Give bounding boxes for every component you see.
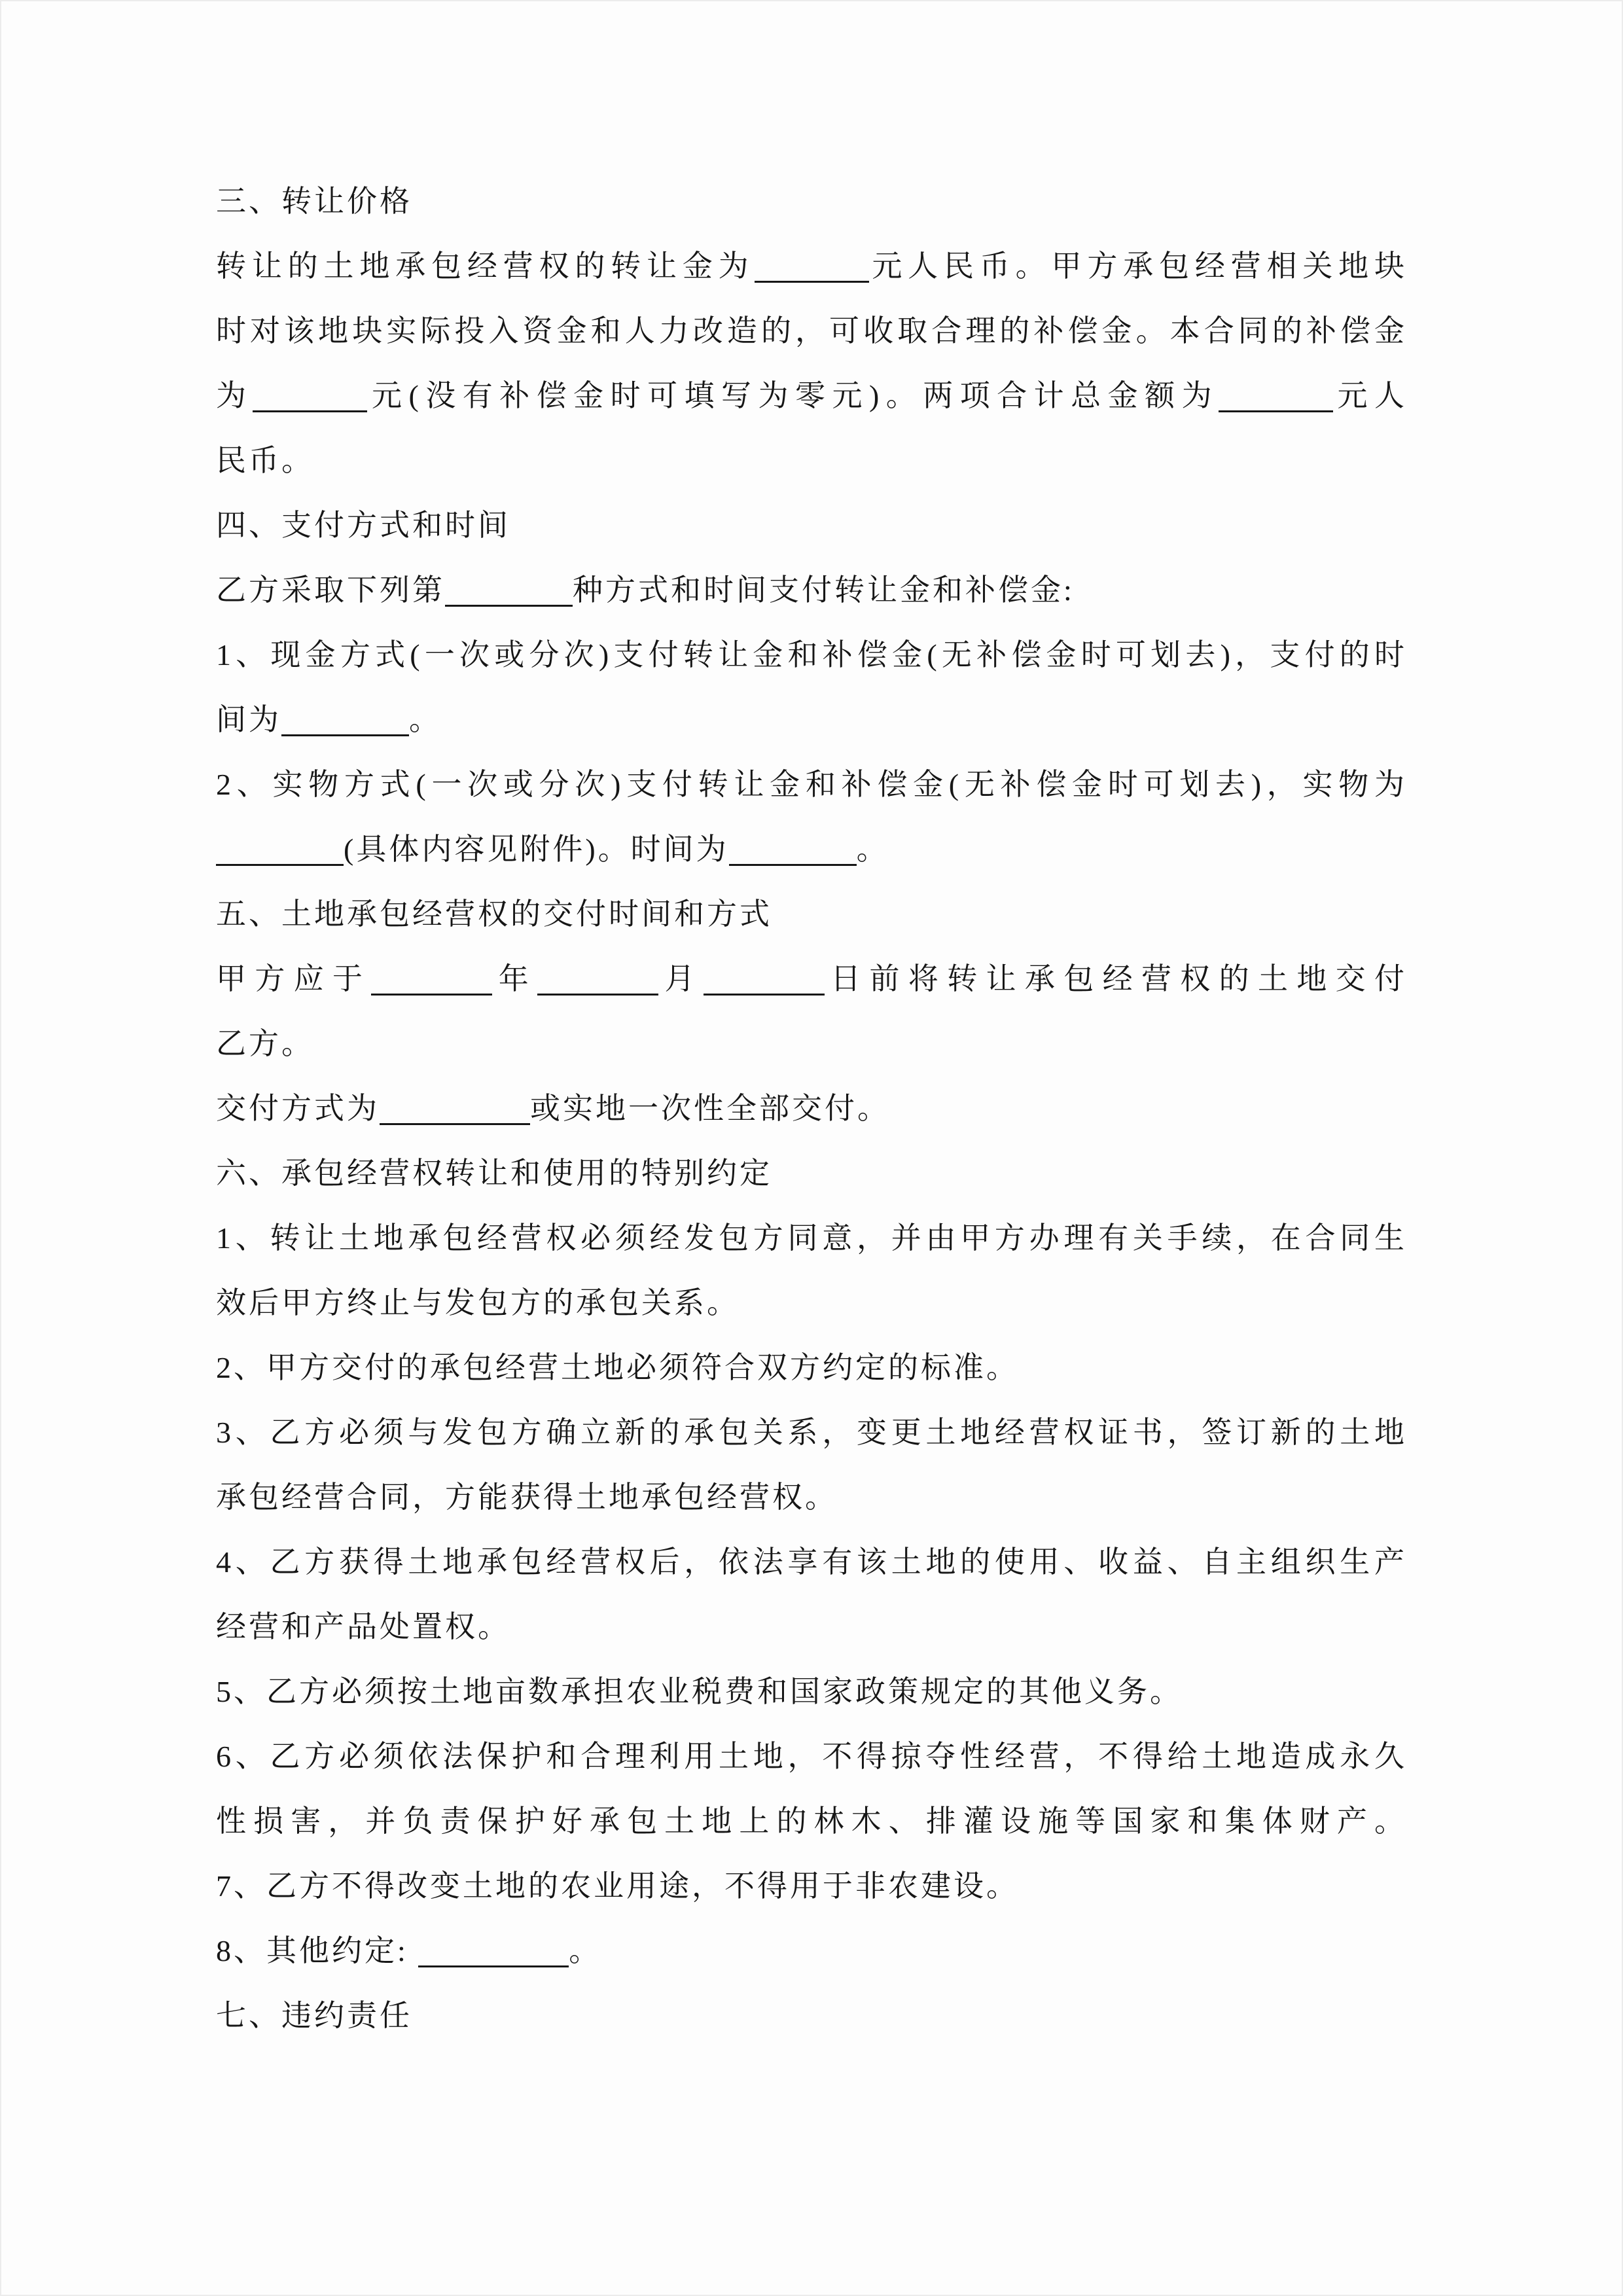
text-run: 元(没有补偿金时可填写为零元)。两项合计总金额为: [367, 379, 1219, 412]
text-run: 5、乙方必须按土地亩数承担农业税费和国家政策规定的其他义务。: [216, 1675, 1183, 1708]
contract-line: [216, 1465, 1407, 1530]
text-run: 性损害，并负责保护好承包土地上的林木、排灌设施等国家和集体财产。: [216, 1804, 1407, 1838]
text-run: 2、实物方式(一次或分次)支付转让金和补偿金(无补偿金时可划去)，实物为: [216, 768, 1407, 801]
blank-fill-in-field: [1219, 404, 1333, 412]
contract-line: [216, 1724, 1407, 1789]
section-heading: [216, 493, 1407, 558]
text-run: 时对该地块实际投入资金和人力改造的，可收取合理的补偿金。本合同的补偿金: [216, 314, 1407, 348]
text-run: 为: [216, 379, 253, 412]
text-run: 8、其他约定:: [216, 1934, 419, 1967]
text-run: 三、转让价格: [216, 185, 412, 218]
contract-line: [216, 428, 1407, 493]
text-run: 1、现金方式(一次或分次)支付转让金和补偿金(无补偿金时可划去)，支付的时: [216, 638, 1407, 672]
blank-fill-in-field: [371, 987, 492, 996]
contract-line: [216, 363, 1407, 428]
blank-fill-in-field: [704, 987, 825, 996]
contract-line: [216, 1594, 1407, 1659]
text-run: 甲方应于: [216, 962, 372, 996]
blank-fill-in-field: [253, 404, 367, 412]
contract-line: [216, 1918, 1407, 1983]
section-heading: [216, 882, 1407, 946]
contract-line: [216, 1011, 1407, 1076]
contract-line: [216, 1400, 1407, 1465]
text-run: 7、乙方不得改变土地的农业用途，不得用于非农建设。: [216, 1869, 1019, 1903]
text-run: 经营和产品处置权。: [216, 1610, 510, 1643]
text-run: 交付方式为: [216, 1092, 380, 1125]
text-run: 3、乙方必须与发包方确立新的承包关系，变更土地经营权证书，签订新的土地: [216, 1416, 1407, 1449]
blank-fill-in-field: [729, 857, 857, 866]
blank-fill-in-field: [281, 728, 409, 736]
blank-fill-in-field: [445, 598, 573, 607]
text-run: 转让的土地承包经营权的转让金为: [216, 249, 755, 283]
contract-line: [216, 1206, 1407, 1270]
text-run: 承包经营合同，方能获得土地承包经营权。: [216, 1480, 838, 1514]
blank-fill-in-field: [537, 987, 658, 996]
text-run: 2、甲方交付的承包经营土地必须符合双方约定的标准。: [216, 1351, 1019, 1384]
text-run: 乙方。: [216, 1027, 314, 1060]
contract-line: [216, 946, 1407, 1011]
contract-line: [216, 752, 1407, 817]
contract-line: [216, 1530, 1407, 1594]
text-run: 。: [569, 1934, 602, 1967]
blank-fill-in-field: [418, 1959, 569, 1967]
text-run: 月: [658, 962, 704, 996]
text-run: 六、承包经营权转让和使用的特别约定: [216, 1157, 772, 1190]
contract-line: [216, 1659, 1407, 1724]
text-run: 七、违约责任: [216, 1999, 412, 2032]
section-heading: [216, 1983, 1407, 2048]
text-run: 1、转让土地承包经营权必须经发包方同意，并由甲方办理有关手续，在合同生: [216, 1221, 1407, 1255]
contract-line: [216, 1335, 1407, 1400]
contract-line: [216, 687, 1407, 752]
text-run: 元人: [1333, 379, 1408, 412]
blank-fill-in-field: [380, 1117, 530, 1125]
blank-fill-in-field: [216, 857, 344, 866]
contract-line: [216, 1076, 1407, 1141]
contract-line: [216, 558, 1407, 622]
blank-fill-in-field: [755, 274, 869, 283]
text-run: 乙方采取下列第: [216, 573, 445, 607]
contract-line: [216, 1854, 1407, 1918]
text-run: 四、支付方式和时间: [216, 509, 510, 542]
text-run: 。: [856, 833, 889, 866]
text-run: 效后甲方终止与发包方的承包关系。: [216, 1286, 740, 1319]
text-run: 元人民币。甲方承包经营相关地块: [868, 249, 1408, 283]
contract-line: [216, 1270, 1407, 1335]
text-run: 或实地一次性全部交付。: [530, 1092, 890, 1125]
contract-line: [216, 817, 1407, 882]
text-run: 6、乙方必须依法保护和合理利用土地，不得掠夺性经营，不得给土地造成永久: [216, 1740, 1407, 1773]
text-run: 种方式和时间支付转让金和补偿金:: [573, 573, 1075, 607]
text-run: 间为: [216, 703, 281, 736]
text-run: 日前将转让承包经营权的土地交付: [824, 962, 1408, 996]
contract-line: [216, 1789, 1407, 1854]
section-heading: [216, 1141, 1407, 1206]
contract-text-block: [216, 169, 1407, 2048]
text-run: 民币。: [216, 444, 314, 477]
text-run: 年: [492, 962, 538, 996]
contract-line: [216, 234, 1407, 298]
contract-line: [216, 298, 1407, 363]
text-run: 。: [409, 703, 442, 736]
text-run: 五、土地承包经营权的交付时间和方式: [216, 897, 772, 931]
contract-line: [216, 622, 1407, 687]
section-heading: [216, 169, 1407, 234]
text-run: (具体内容见附件)。时间为: [344, 833, 729, 866]
text-run: 4、乙方获得土地承包经营权后，依法享有该土地的使用、收益、自主组织生产: [216, 1545, 1407, 1579]
